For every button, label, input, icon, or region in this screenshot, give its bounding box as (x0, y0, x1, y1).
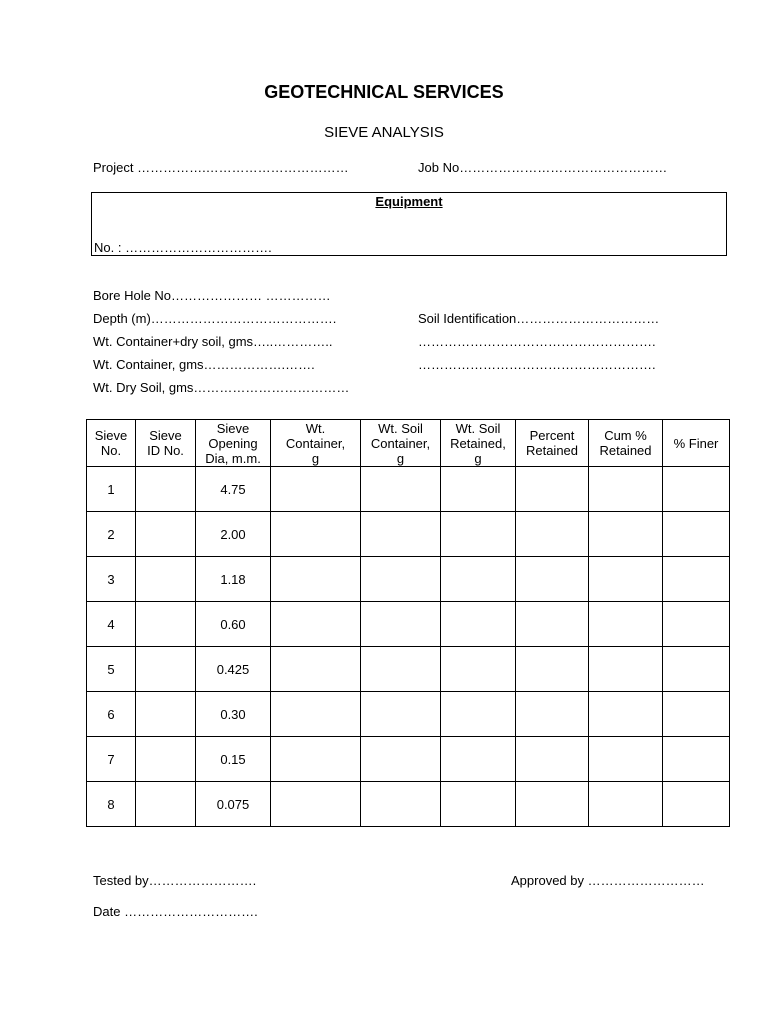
cum-retained-cell[interactable] (589, 692, 663, 737)
sieve-opening-cell: 0.425 (196, 647, 271, 692)
sieve-id-cell[interactable] (136, 737, 196, 782)
header-percent-retained: Percent Retained (516, 420, 589, 467)
page-title: GEOTECHNICAL SERVICES (264, 82, 504, 102)
sieve-opening-cell: 0.30 (196, 692, 271, 737)
percent-retained-cell[interactable] (516, 692, 589, 737)
sieve-opening-cell: 0.075 (196, 782, 271, 827)
table-row (87, 692, 730, 737)
sieve-no-cell: 5 (87, 647, 136, 692)
percent-finer-cell[interactable] (663, 557, 730, 602)
percent-finer-cell[interactable] (663, 512, 730, 557)
tested-by-field[interactable]: Tested by……………………. (93, 873, 257, 888)
cum-retained-cell[interactable] (589, 782, 663, 827)
sieve-opening-cell: 4.75 (196, 467, 271, 512)
percent-finer-cell[interactable] (663, 467, 730, 512)
sieve-no-cell: 7 (87, 737, 136, 782)
cum-retained-cell[interactable] (589, 602, 663, 647)
wt-soil-container-cell[interactable] (361, 692, 441, 737)
wt-soil-retained-cell[interactable] (441, 692, 516, 737)
percent-retained-cell[interactable] (516, 557, 589, 602)
equipment-box (91, 192, 727, 256)
wt-soil-container-cell[interactable] (361, 647, 441, 692)
cum-retained-cell[interactable] (589, 467, 663, 512)
wt-soil-retained-cell[interactable] (441, 737, 516, 782)
project-field[interactable]: Project …………….…………………………… (93, 160, 349, 175)
sieve-id-cell[interactable] (136, 782, 196, 827)
wt-container-cell[interactable] (271, 737, 361, 782)
percent-finer-cell[interactable] (663, 782, 730, 827)
percent-retained-cell[interactable] (516, 512, 589, 557)
percent-finer-cell[interactable] (663, 647, 730, 692)
header-sieve-no: Sieve No. (87, 420, 136, 467)
sieve-id-cell[interactable] (136, 692, 196, 737)
sieve-id-cell[interactable] (136, 647, 196, 692)
equipment-no-field[interactable]: No. : ……………………………. (94, 240, 272, 255)
sieve-no-cell: 4 (87, 602, 136, 647)
percent-retained-cell[interactable] (516, 782, 589, 827)
wt-soil-retained-cell[interactable] (441, 512, 516, 557)
wt-container-cell[interactable] (271, 467, 361, 512)
table-row (87, 647, 730, 692)
sieve-analysis-table (86, 419, 730, 827)
header-percent-finer: % Finer (663, 420, 730, 467)
date-field[interactable]: Date …………………………. (93, 904, 258, 919)
table-row (87, 467, 730, 512)
soil-identification-field[interactable]: Soil Identification…………………………… (418, 311, 660, 326)
header-wt-container: Wt. Container, g (271, 420, 361, 467)
wt-container-dry-soil-field[interactable]: Wt. Container+dry soil, gms…..………….. (93, 334, 333, 349)
cum-retained-cell[interactable] (589, 557, 663, 602)
wt-container-cell[interactable] (271, 512, 361, 557)
cum-retained-cell[interactable] (589, 647, 663, 692)
sieve-opening-cell: 0.60 (196, 602, 271, 647)
percent-retained-cell[interactable] (516, 467, 589, 512)
sieve-no-cell: 3 (87, 557, 136, 602)
header-sieve-id-no: Sieve ID No. (136, 420, 196, 467)
soil-identification-line-2[interactable]: ………………………………………………. (418, 334, 656, 349)
sieve-id-cell[interactable] (136, 602, 196, 647)
wt-soil-container-cell[interactable] (361, 737, 441, 782)
wt-soil-container-cell[interactable] (361, 782, 441, 827)
wt-container-cell[interactable] (271, 647, 361, 692)
wt-soil-retained-cell[interactable] (441, 602, 516, 647)
table-header-row (87, 420, 730, 467)
percent-finer-cell[interactable] (663, 692, 730, 737)
table-row (87, 737, 730, 782)
approved-by-field[interactable]: Approved by ……………………… (511, 873, 705, 888)
wt-soil-retained-cell[interactable] (441, 782, 516, 827)
wt-soil-container-cell[interactable] (361, 602, 441, 647)
sieve-id-cell[interactable] (136, 467, 196, 512)
sieve-no-cell: 1 (87, 467, 136, 512)
page-subtitle: SIEVE ANALYSIS (324, 124, 444, 141)
wt-dry-soil-field[interactable]: Wt. Dry Soil, gms……………………………… (93, 380, 350, 395)
wt-soil-container-cell[interactable] (361, 467, 441, 512)
header-sieve-opening: Sieve Opening Dia, m.m. (196, 420, 271, 467)
cum-retained-cell[interactable] (589, 512, 663, 557)
sieve-no-cell: 8 (87, 782, 136, 827)
sieve-id-cell[interactable] (136, 512, 196, 557)
wt-container-cell[interactable] (271, 692, 361, 737)
wt-soil-retained-cell[interactable] (441, 647, 516, 692)
percent-retained-cell[interactable] (516, 602, 589, 647)
table-row (87, 557, 730, 602)
percent-finer-cell[interactable] (663, 737, 730, 782)
sieve-id-cell[interactable] (136, 557, 196, 602)
sieve-opening-cell: 0.15 (196, 737, 271, 782)
wt-soil-retained-cell[interactable] (441, 467, 516, 512)
depth-field[interactable]: Depth (m)……………………………………. (93, 311, 337, 326)
table-row (87, 602, 730, 647)
job-no-field[interactable]: Job No………………………………………… (418, 160, 668, 175)
wt-soil-retained-cell[interactable] (441, 557, 516, 602)
table-row (87, 512, 730, 557)
cum-retained-cell[interactable] (589, 737, 663, 782)
wt-soil-container-cell[interactable] (361, 557, 441, 602)
wt-container-cell[interactable] (271, 602, 361, 647)
sieve-opening-cell: 2.00 (196, 512, 271, 557)
sieve-opening-cell: 1.18 (196, 557, 271, 602)
sieve-no-cell: 2 (87, 512, 136, 557)
percent-retained-cell[interactable] (516, 647, 589, 692)
table-row (87, 782, 730, 827)
percent-finer-cell[interactable] (663, 602, 730, 647)
wt-container-field[interactable]: Wt. Container, gms……………….……. (93, 357, 315, 372)
sieve-no-cell: 6 (87, 692, 136, 737)
equipment-heading: Equipment (375, 194, 443, 209)
header-wt-soil-container: Wt. Soil Container, g (361, 420, 441, 467)
wt-soil-container-cell[interactable] (361, 512, 441, 557)
wt-container-cell[interactable] (271, 557, 361, 602)
percent-retained-cell[interactable] (516, 737, 589, 782)
wt-container-cell[interactable] (271, 782, 361, 827)
header-cum-retained: Cum % Retained (589, 420, 663, 467)
bore-hole-field[interactable]: Bore Hole No………………… …………… (93, 288, 331, 303)
soil-identification-line-3[interactable]: ………………………………………………. (418, 357, 656, 372)
header-wt-soil-retained: Wt. Soil Retained, g (441, 420, 516, 467)
